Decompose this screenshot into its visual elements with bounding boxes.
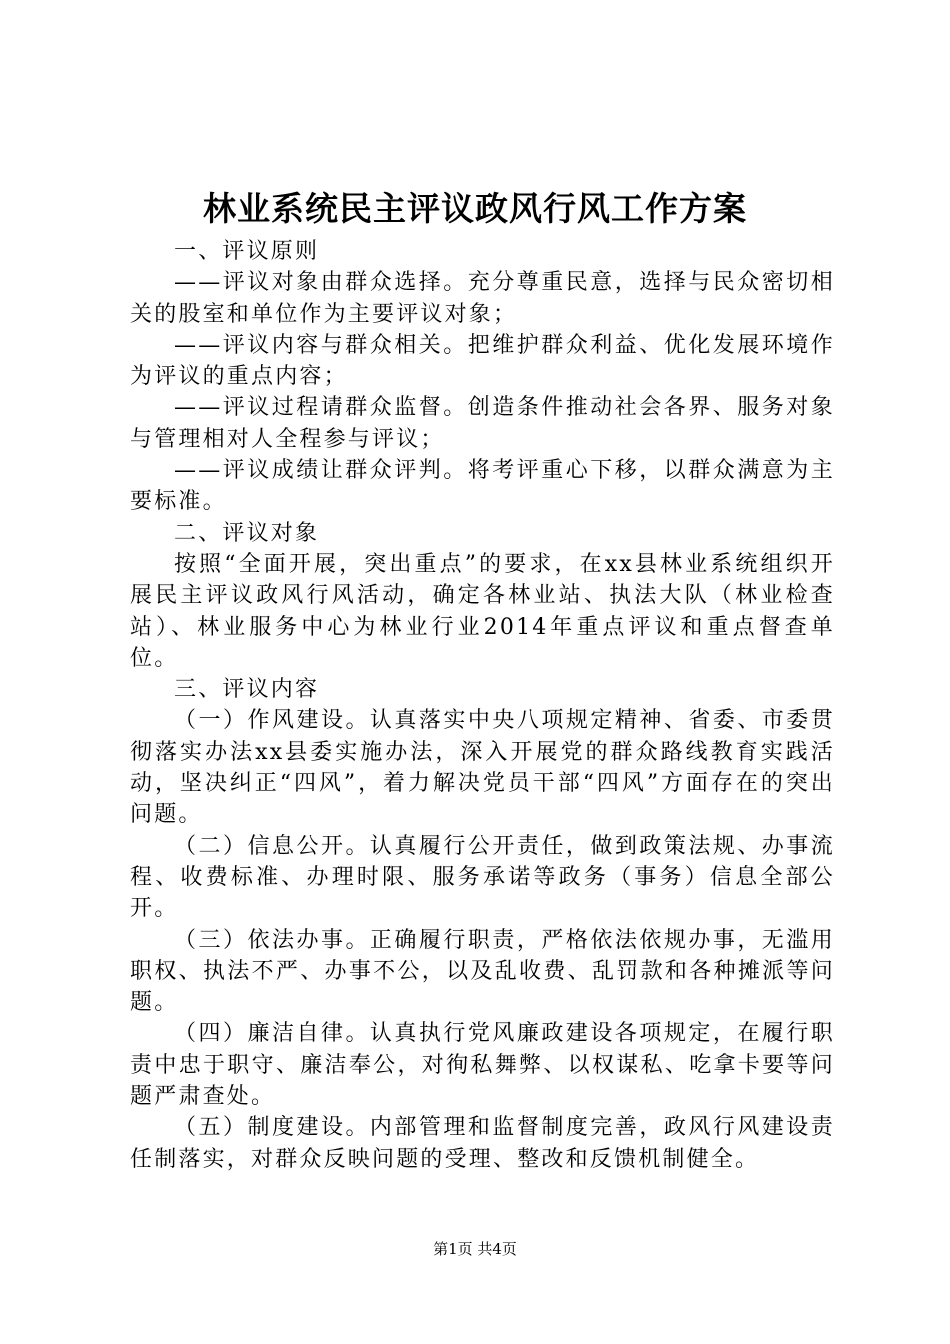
section-heading-content: 三、评议内容 xyxy=(174,677,320,703)
paragraph: ——评议内容与群众相关。把维护群众利益、优化发展环境作为评议的重点内容； xyxy=(130,332,835,390)
paragraph: ——评议过程请群众监督。创造条件推动社会各界、服务对象与管理相对人全程参与评议； xyxy=(130,395,835,452)
paragraph: ——评议对象由群众选择。充分尊重民意，选择与民众密切相关的股室和单位作为主要评议对象； xyxy=(130,270,835,327)
paragraph: （五）制度建设。内部管理和监督制度完善，政风行风建设责任制落实，对群众反映问题的受理、整改和反馈机制健全。 xyxy=(130,1115,835,1172)
document-body xyxy=(130,236,835,1175)
paragraph: （四）廉洁自律。认真执行党风廉政建设各项规定，在履行职责中忠于职守、廉洁奉公，对徇私舞弊、以权谋私、吃拿卡要等问题严肃查处。 xyxy=(130,1021,835,1110)
section-heading-targets: 二、评议对象 xyxy=(174,520,320,546)
document-title: 林业系统民主评议政风行风工作方案 xyxy=(203,189,747,228)
paragraph: （一）作风建设。认真落实中央八项规定精神、省委、市委贯彻落实办法xx县委实施办法，深入开展党的群众路线教育实践活动，坚决纠正“四风”，着力解决党员干部“四风”方面存在的突出问题。 xyxy=(130,708,835,828)
section-heading-principles: 一、评议原则 xyxy=(174,239,320,264)
paragraph: （三）依法办事。正确履行职责，严格依法依规办事，无滥用职权、执法不严、办事不公，以及乱收费、乱罚款和各种摊派等问题。 xyxy=(130,927,835,1016)
page-indicator: 第1页 共4页 xyxy=(433,1240,517,1258)
paragraph: （二）信息公开。认真履行公开责任，做到政策法规、办事流程、收费标准、办理时限、服务承诺等政务（事务）信息全部公开。 xyxy=(130,833,835,922)
paragraph: ——评议成绩让群众评判。将考评重心下移，以群众满意为主要标准。 xyxy=(130,458,835,515)
paragraph: 按照“全面开展，突出重点”的要求，在xx县林业系统组织开展民主评议政风行风活动，确定各林业站、执法大队（林业检查站）、林业服务中心为林业行业2014年重点评议和重点督查单位。 xyxy=(130,551,835,671)
